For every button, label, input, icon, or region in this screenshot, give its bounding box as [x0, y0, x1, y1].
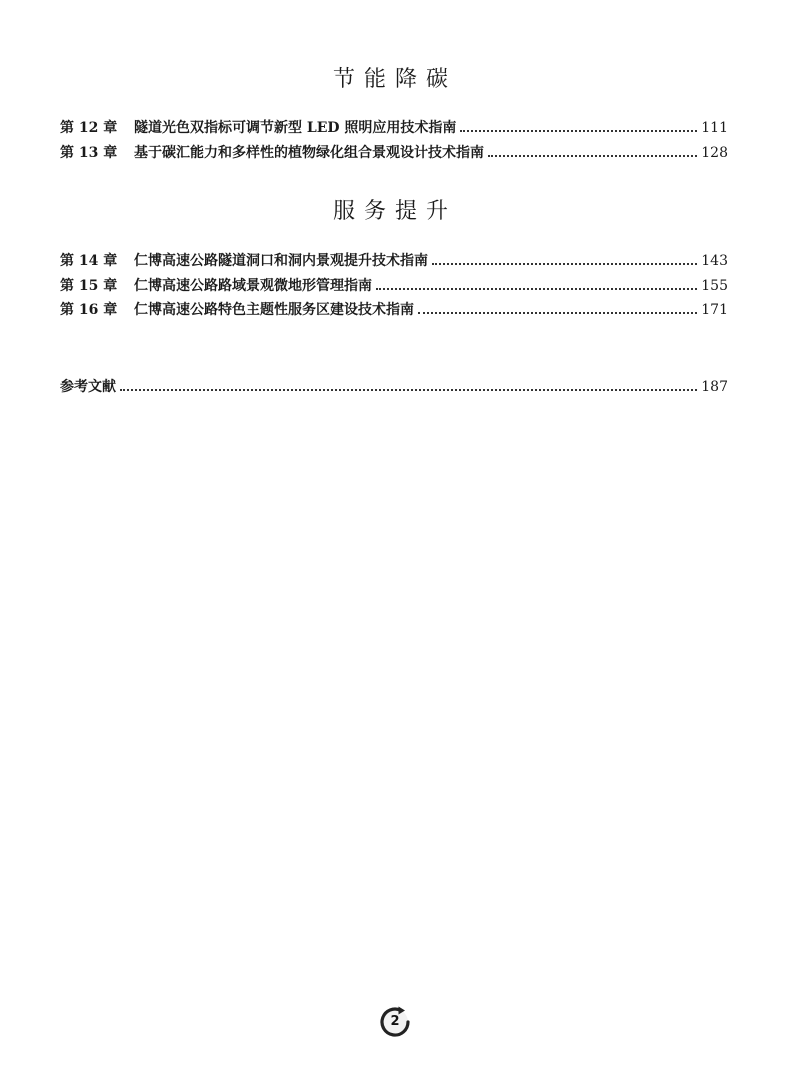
- chapter-number: 第 16 章: [60, 302, 118, 318]
- chapter-title: 仁博高速公路路域景观微地形管理指南: [134, 278, 372, 294]
- page-number: 155: [701, 278, 728, 294]
- page-number: 187: [701, 379, 728, 395]
- chapter-title: 隧道光色双指标可调节新型 LED 照明应用技术指南: [134, 120, 457, 136]
- chapter-title: 基于碳汇能力和多样性的植物绿化组合景观设计技术指南: [134, 145, 484, 161]
- page-number-text: 2: [390, 1013, 400, 1029]
- page-number: 128: [701, 145, 728, 161]
- references-title: 参考文献: [60, 379, 116, 395]
- page-number: 111: [701, 120, 728, 136]
- section-title-service: 服务提升: [332, 199, 457, 224]
- chapter-number: 第 14 章: [60, 253, 118, 269]
- toc-entry-references[interactable]: [60, 377, 728, 397]
- dot-leader: [488, 154, 697, 157]
- chapter-number: 第 12 章: [60, 120, 118, 136]
- chapter-title: 仁博高速公路隧道洞口和洞内景观提升技术指南: [134, 253, 428, 269]
- toc-entry-chapter-16[interactable]: [60, 300, 728, 320]
- toc-entry-chapter-13[interactable]: [60, 143, 728, 163]
- dot-leader: [418, 311, 697, 314]
- dot-leader: [432, 262, 697, 265]
- toc-entry-chapter-12[interactable]: [60, 118, 728, 138]
- dot-leader: [376, 287, 697, 290]
- page-number: 171: [701, 302, 728, 318]
- chapter-number: 第 13 章: [60, 145, 118, 161]
- toc-entry-chapter-15[interactable]: [60, 276, 728, 296]
- page-number-badge: [377, 1003, 413, 1039]
- dot-leader: [120, 388, 697, 391]
- chapter-title: 仁博高速公路特色主题性服务区建设技术指南: [134, 302, 414, 318]
- toc-entry-chapter-14[interactable]: [60, 251, 728, 271]
- dot-leader: [460, 129, 697, 132]
- section-title-energy: 节能降碳: [332, 67, 457, 92]
- chapter-number: 第 15 章: [60, 278, 118, 294]
- page-number: 143: [701, 253, 728, 269]
